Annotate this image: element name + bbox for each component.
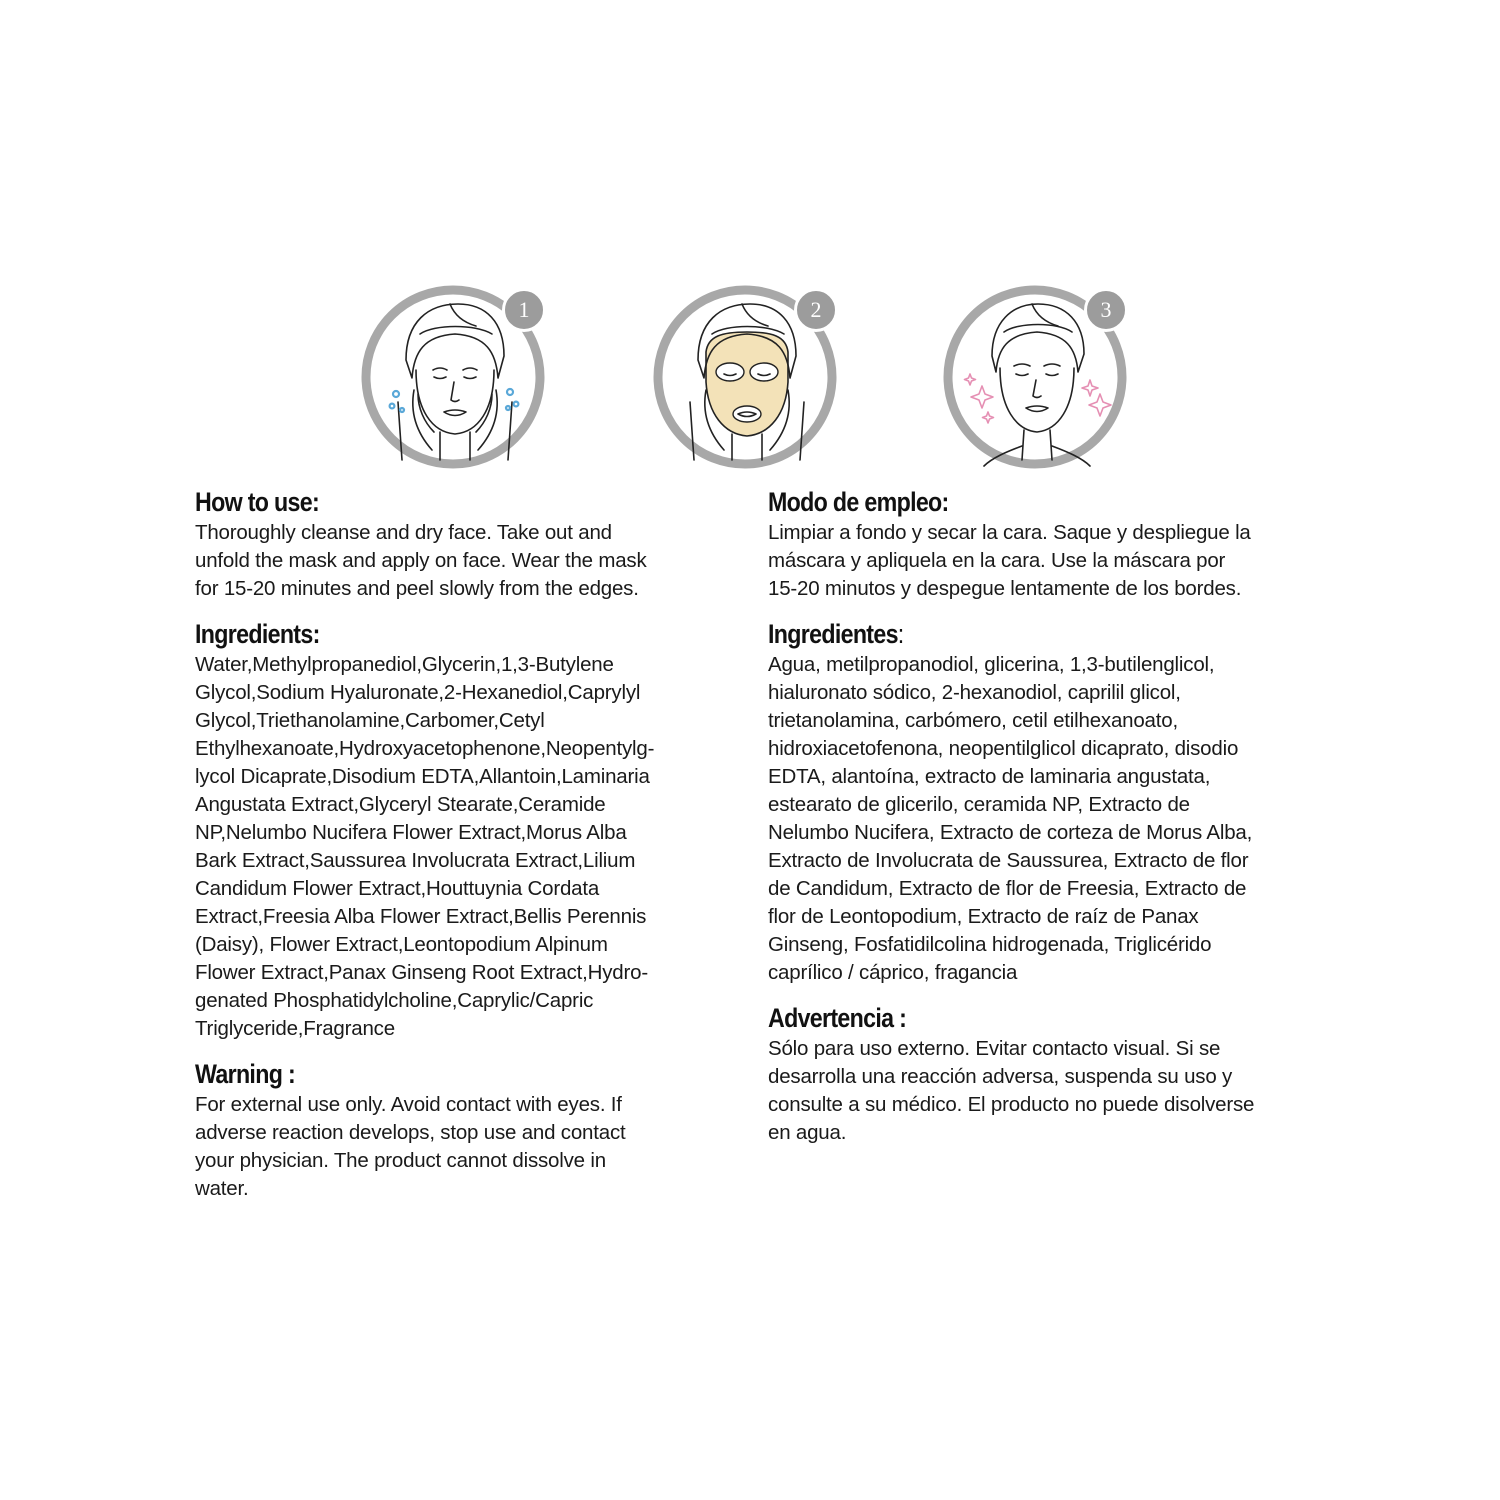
step-number-badge: 1 — [502, 288, 546, 332]
ingredientes-heading: Ingredientes: — [768, 619, 904, 649]
how-to-use-text: Thoroughly cleanse and dry face. Take out and unfold the mask and apply on face. Wear the mask for 15-20 minutes and peel slowly from the edges. — [195, 521, 647, 600]
usage-steps — [0, 282, 1500, 472]
modo-de-empleo-heading: Modo de empleo: — [768, 487, 949, 517]
warning-text: For external use only. Avoid contact with eyes. If adverse reaction develops, stop use and contact your physician. The product cannot dissolve in water. — [195, 1093, 626, 1200]
advertencia-heading: Advertencia : — [768, 1003, 907, 1033]
english-column — [195, 485, 755, 1217]
step-1 — [358, 282, 548, 472]
step-number-badge: 3 — [1084, 288, 1128, 332]
ingredients-heading: Ingredients: — [195, 619, 320, 649]
modo-de-empleo-text: Limpiar a fondo y secar la cara. Saque y despliegue la máscara y apliquela en la cara. Use la máscara por 15-20 minutos y despegue lentamente de los bordes. — [768, 521, 1251, 600]
advertencia-section — [768, 1001, 1328, 1147]
ingredientes-section — [768, 617, 1328, 987]
spanish-column — [768, 485, 1328, 1161]
how-to-use-section — [195, 485, 755, 603]
ingredientes-text: Agua, metilpropanodiol, glicerina, 1,3-butilenglicol, hialuronato sódico, 2-hexanodiol, caprilil glicol, trietanolamina, carbómero, cetil etilhexanoato, hidroxiacetofenona, neopentilglicol dicaprato, disodio EDTA, alantoína, extracto de laminaria angustata, estearato de glicerilo, ceramida NP, Extracto de Nelumbo Nucifera, Extracto de corteza de Morus Alba, Extracto de Involucrata de Saussurea, Extracto de flor de Candidum, Extracto de flor de Freesia, Extracto de flor de Leontopodium, Extracto de raíz de Panax Ginseng, Fosfatidilcolina hidrogenada, Triglicérido caprílico / cáprico, fragancia — [768, 653, 1253, 984]
ingredients-text: Water,Methylpropanediol,Glycerin,1,3-Butylene Glycol,Sodium Hyaluronate,2-Hexanediol,Caprylyl Glycol,Triethanolamine,Carbomer,Cetyl Ethylhexanoate,Hydroxyacetophenone,Neopentylg- lycol Dicaprate,Disodium EDTA,Allantoin,Laminaria Angustata Extract,Glyceryl Stearate,Ceramide NP,Nelumbo Nucifera Flower Extract,Morus Alba Bark Extract,Saussurea Involucrata Extract,Lilium Candidum Flower Extract,Houttuynia Cordata Extract,Freesia Alba Flower Extract,Bellis Perennis (Daisy), Flower Extract,Leontopodium Alpinum Flower Extract,Panax Ginseng Root Extract,Hydro- genated Phosphatidylcholine,Caprylic/Capric Triglyceride,Fragrance — [195, 653, 655, 1040]
ingredients-section — [195, 617, 755, 1043]
step-3 — [940, 282, 1130, 472]
step-number-badge: 2 — [794, 288, 838, 332]
modo-de-empleo-section — [768, 485, 1328, 603]
advertencia-text: Sólo para uso externo. Evitar contacto visual. Si se desarrolla una reacción adversa, suspenda su uso y consulte a su médico. El producto no puede disolverse en agua. — [768, 1037, 1255, 1144]
how-to-use-heading: How to use: — [195, 487, 320, 517]
warning-section — [195, 1057, 755, 1203]
warning-heading: Warning : — [195, 1059, 296, 1089]
step-2 — [650, 282, 840, 472]
